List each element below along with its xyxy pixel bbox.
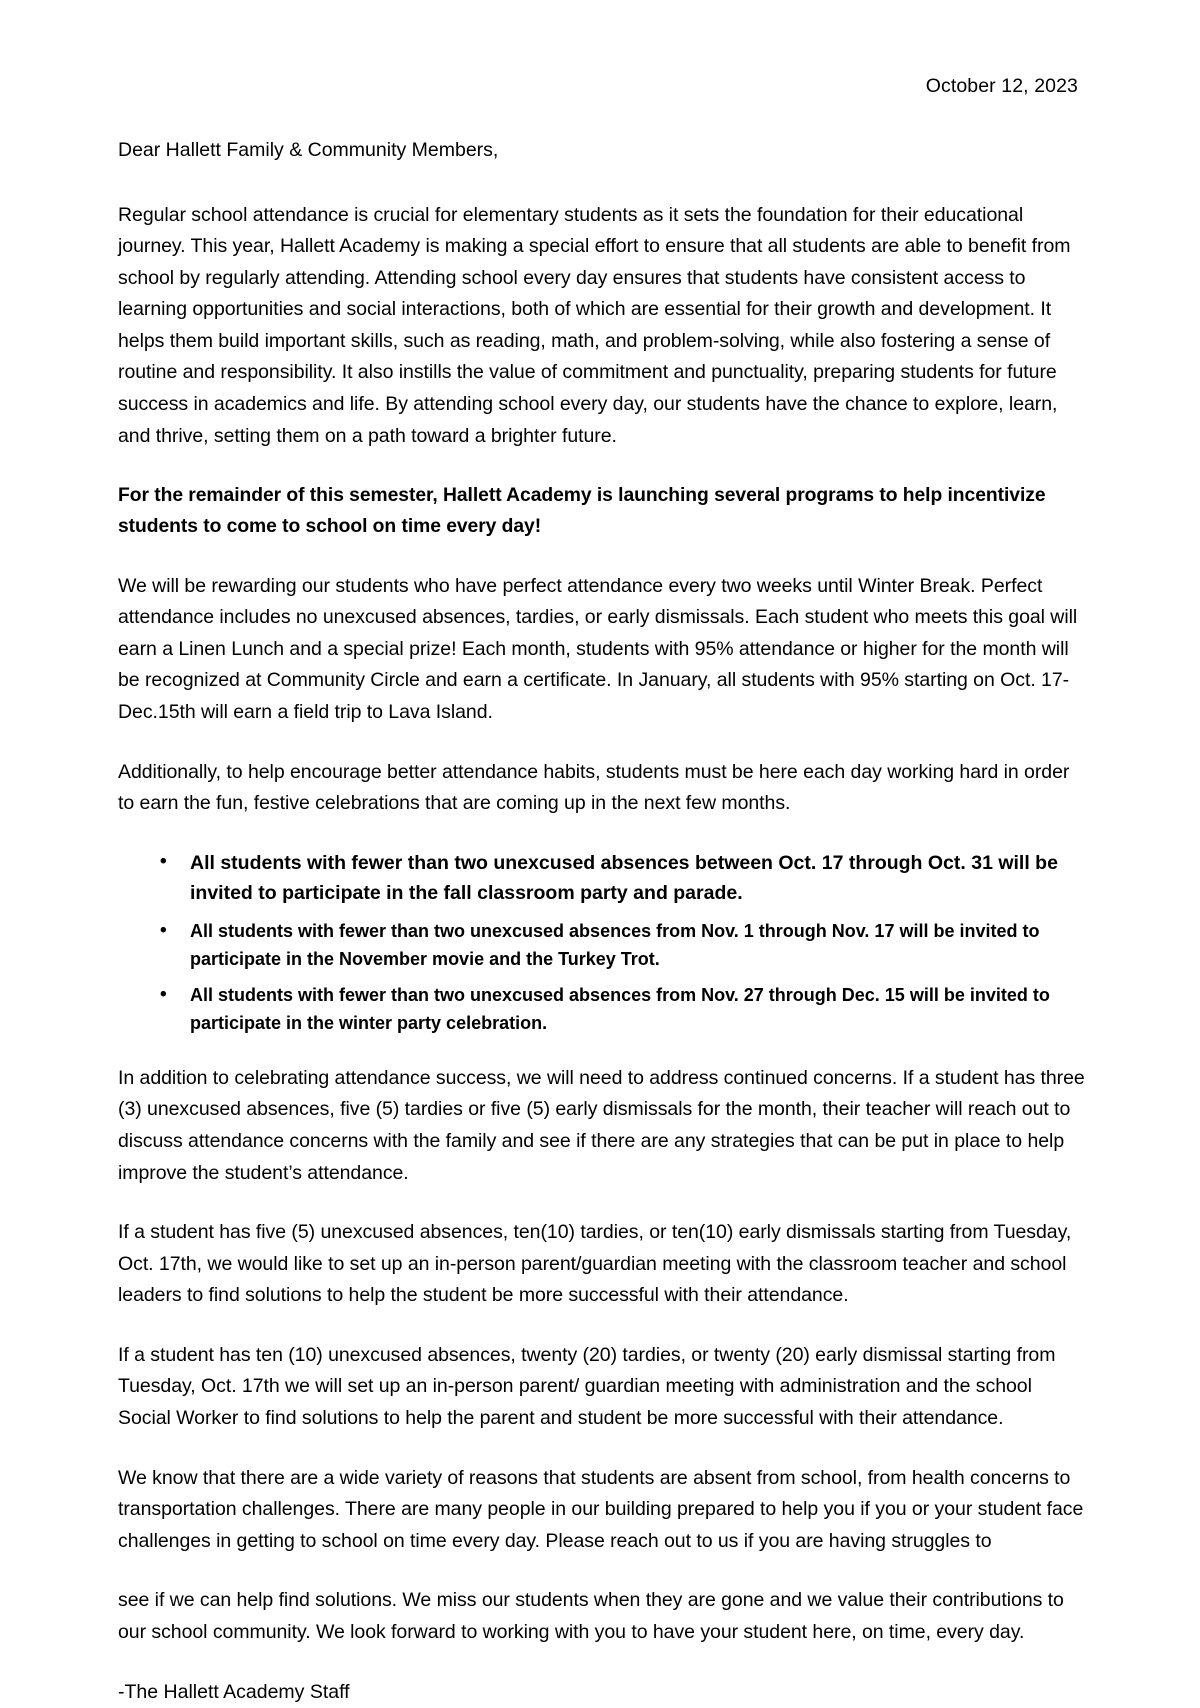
letter-signature: -The Hallett Academy Staff bbox=[118, 1681, 350, 1704]
paragraph-intro: Regular school attendance is crucial for elementary students as it sets the foundation for their educational journey. This year, Hallett Academy is making a special effort to ensure that all students are able to benefit from school by regularly attending. Attending school every day ensures that students have consistent access to learning opportunities and social interactions, both of which are essential for their growth and development. It helps them build important skills, such as reading, math, and problem-solving, while also fostering a sense of routine and responsibility. It also instills the value of commitment and punctuality, preparing students for future success in academics and life. By attending school every day, our students have the chance to explore, learn, and thrive, setting them on a path toward a brighter future. bbox=[118, 203, 1071, 447]
paragraph-celebrations-intro: Additionally, to help encourage better attendance habits, students must be here each day working hard in order to earn the fun, festive celebrations that are coming up in the next few months. bbox=[118, 760, 1070, 815]
paragraph-rewards: We will be rewarding our students who have perfect attendance every two weeks until Winter Break. Perfect attendance includes no unexcused absences, tardies, or early dismissals. Each student who meets this goal will earn a Linen Lunch and a special prize! Each month, students with 95% attendance or higher for the month will be recognized at Community Circle and earn a certificate. In January, all students with 95% starting on Oct. 17-Dec.15th will earn a field trip to Lava Island. bbox=[118, 574, 1078, 723]
celebration-bullet-list bbox=[118, 848, 1090, 1037]
list-item: • All students with fewer than two unexcused absences from Nov. 1 through Nov. 17 will be invited to participate in the November movie and the Turkey Trot. bbox=[154, 917, 1090, 973]
list-item: • All students with fewer than two unexcused absences between Oct. 17 through Oct. 31 will be invited to participate in the fall classroom party and parade. bbox=[154, 848, 1090, 909]
paragraph-programs-highlight: For the remainder of this semester, Hallett Academy is launching several programs to help incentivize students to come to school on time every day! bbox=[118, 485, 1046, 538]
paragraph-concerns: In addition to celebrating attendance success, we will need to address continued concerns. If a student has three (3) unexcused absences, five (5) tardies or five (5) early dismissals for the month, their teacher will reach out to discuss attendance concerns with the family and see if there are any strategies that can be put in place to help improve the student’s attendance. bbox=[118, 1066, 1085, 1184]
paragraph-ten-absences: If a student has ten (10) unexcused absences, twenty (20) tardies, or twenty (20) early dismissal starting from Tuesday, Oct. 17th we will set up an in-person parent/ guardian meeting with administration and the school Social Worker to find solutions to help the parent and student be more successful with their attendance. bbox=[118, 1343, 1056, 1430]
list-item: • All students with fewer than two unexcused absences from Nov. 27 through Dec. 15 will be invited to participate in the winter party celebration. bbox=[154, 981, 1090, 1037]
letter-salutation: Dear Hallett Family & Community Members, bbox=[118, 139, 499, 162]
letter-date: October 12, 2023 bbox=[925, 75, 1078, 97]
paragraph-support: We know that there are a wide variety of reasons that students are absent from school, from health concerns to transportation challenges. There are many people in our building prepared to help you if you or your student face challenges in getting to school on time every day. Please reach out to us if you are having struggles to bbox=[118, 1466, 1084, 1552]
paragraph-closing: see if we can help find solutions. We miss our students when they are gone and we value their contributions to our school community. We look forward to working with you to have your student here, on time, every day. bbox=[118, 1589, 1064, 1643]
paragraph-five-absences: If a student has five (5) unexcused absences, ten(10) tardies, or ten(10) early dismissals starting from Tuesday, Oct. 17th, we would like to set up an in-person parent/guardian meeting with the classroom teacher and school leaders to find solutions to help the student be more successful with their attendance. bbox=[118, 1221, 1072, 1307]
